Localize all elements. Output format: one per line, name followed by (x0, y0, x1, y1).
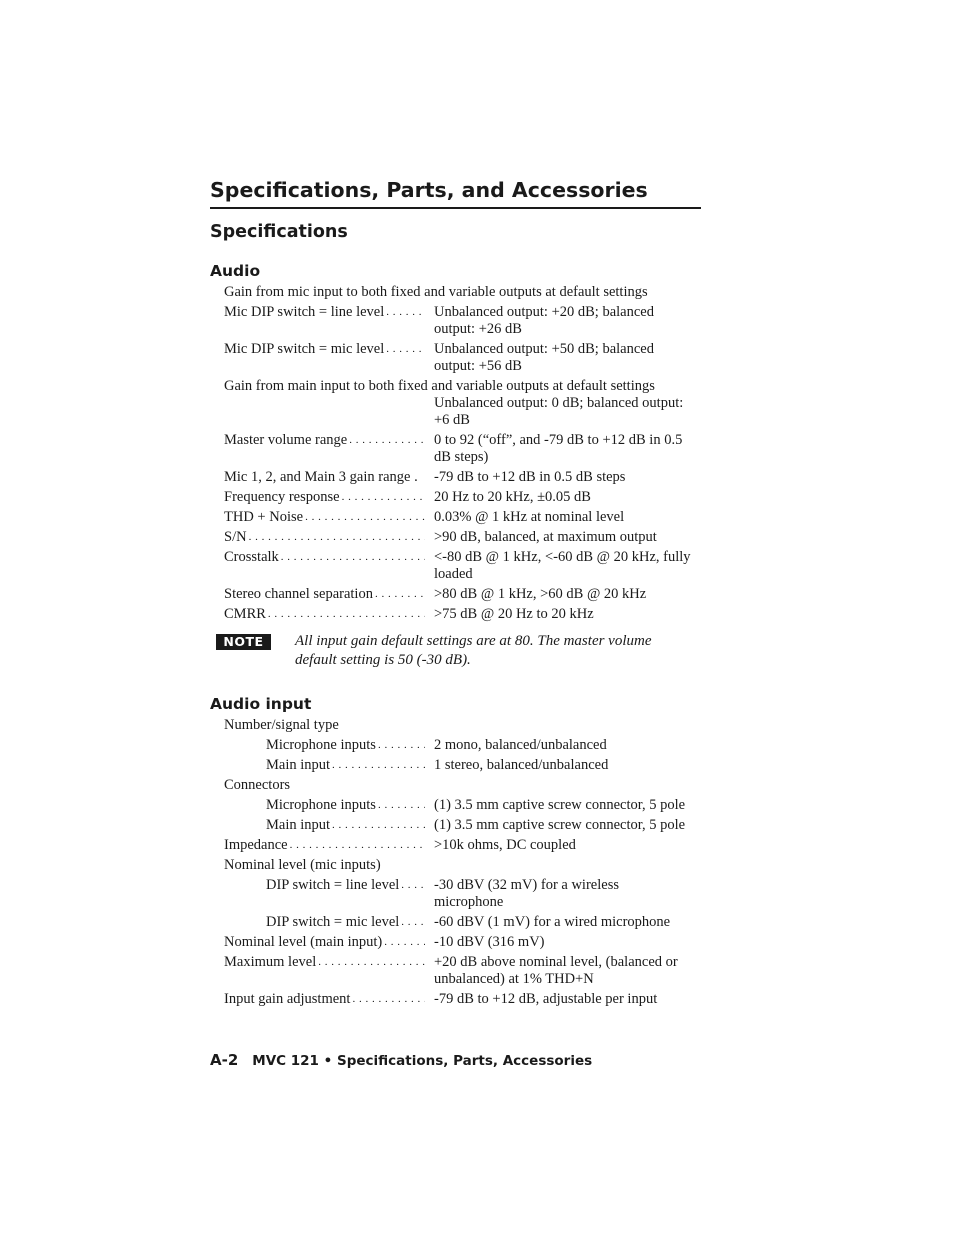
spec-row (224, 934, 704, 951)
spec-value: 0 to 92 (“off”, and -79 dB to +12 dB in 0.5 (434, 432, 683, 448)
spec-label-text: S/N (224, 529, 247, 545)
dot-leader (288, 837, 425, 854)
spec-label (224, 509, 425, 526)
spec-value: >90 dB, balanced, at maximum output (434, 529, 657, 545)
footer-page-number: A-2 (210, 1051, 239, 1069)
spec-value: 0.03% @ 1 kHz at nominal level (434, 509, 625, 525)
page-footer (210, 1051, 592, 1070)
dot-leader (316, 954, 425, 971)
spec-label-text: Main input (266, 757, 331, 773)
audio-spec-list (224, 284, 704, 626)
spec-value-continuation: Unbalanced output: 0 dB; balanced output: (434, 395, 684, 411)
spec-row (224, 954, 704, 971)
dot-leader (376, 737, 425, 754)
dot-leader (340, 489, 425, 506)
dot-leader (384, 341, 425, 358)
spec-value: >75 dB @ 20 Hz to 20 kHz (434, 606, 594, 622)
dot-leader (330, 817, 425, 834)
spec-label (224, 934, 425, 951)
spec-label-text: Mic 1, 2, and Main 3 gain range . (224, 469, 418, 485)
spec-label-text: Mic DIP switch = line level (224, 304, 385, 320)
spec-value: (1) 3.5 mm captive screw connector, 5 pole (434, 797, 686, 813)
spec-label-text: DIP switch = mic level (266, 914, 400, 930)
spec-label (224, 837, 425, 854)
spec-value-continuation: microphone (434, 894, 504, 910)
spec-label (224, 797, 425, 814)
spec-value-continuation: output: +56 dB (434, 358, 522, 374)
spec-group-heading: Number/signal type (224, 717, 339, 733)
spec-group-heading: Nominal level (mic inputs) (224, 857, 381, 873)
spec-label (224, 586, 425, 603)
spec-row (224, 877, 704, 894)
spec-label (224, 877, 425, 894)
spec-label (224, 341, 425, 358)
spec-row (224, 469, 704, 486)
audio-heading: Audio (210, 262, 261, 280)
spec-value-continuation: +6 dB (434, 412, 470, 428)
dot-leader (373, 586, 425, 603)
section-title: Specifications (210, 222, 348, 242)
spec-label (224, 549, 425, 566)
chapter-title: Specifications, Parts, and Accessories (210, 178, 648, 202)
dot-leader (330, 757, 425, 774)
spec-row (224, 341, 704, 358)
dot-leader (303, 509, 425, 526)
dot-leader (279, 549, 425, 566)
dot-leader (266, 606, 425, 623)
spec-row (224, 586, 704, 603)
spec-value: -79 dB to +12 dB in 0.5 dB steps (434, 469, 626, 485)
dot-leader (399, 914, 425, 931)
footer-running-title: MVC 121 • Specifications, Parts, Accessories (252, 1053, 593, 1069)
spec-label-text: CMRR (224, 606, 266, 622)
spec-row (224, 489, 704, 506)
dot-leader (376, 797, 425, 814)
dot-leader (350, 991, 425, 1008)
chapter-title-rule (210, 207, 701, 209)
spec-label (224, 489, 425, 506)
note-badge: NOTE (216, 634, 271, 650)
spec-row (224, 509, 704, 526)
spec-row (224, 549, 704, 566)
spec-label (224, 529, 425, 546)
spec-value: 1 stereo, balanced/unbalanced (434, 757, 609, 773)
spec-row (224, 757, 704, 774)
spec-label-text: THD + Noise (224, 509, 304, 525)
spec-value: -10 dBV (316 mV) (434, 934, 545, 950)
spec-value: >10k ohms, DC coupled (434, 837, 576, 853)
audio-input-heading: Audio input (210, 695, 312, 713)
spec-label-text: Microphone inputs (266, 737, 376, 753)
spec-value-continuation: output: +26 dB (434, 321, 522, 337)
spec-group-heading: Gain from main input to both fixed and variable outputs at default settings (224, 378, 655, 394)
spec-label (224, 757, 425, 774)
spec-value: <-80 dB @ 1 kHz, <-60 dB @ 20 kHz, fully (434, 549, 691, 565)
spec-row (224, 817, 704, 834)
spec-value: Unbalanced output: +20 dB; balanced (434, 304, 654, 320)
spec-label (224, 737, 425, 754)
spec-row (224, 914, 704, 931)
spec-row (224, 606, 704, 623)
spec-row (224, 991, 704, 1008)
spec-group-heading: Gain from mic input to both fixed and variable outputs at default settings (224, 284, 648, 300)
spec-label-text: Main input (266, 817, 331, 833)
dot-leader (247, 529, 425, 546)
spec-label-text: Microphone inputs (266, 797, 376, 813)
spec-value: -79 dB to +12 dB, adjustable per input (434, 991, 658, 1007)
spec-label (224, 432, 425, 449)
spec-row (224, 529, 704, 546)
spec-value: 2 mono, balanced/unbalanced (434, 737, 607, 753)
spec-label (224, 954, 425, 971)
spec-value: Unbalanced output: +50 dB; balanced (434, 341, 654, 357)
spec-label (224, 469, 425, 486)
dot-leader (382, 934, 425, 951)
dot-leader (347, 432, 425, 449)
spec-value-continuation: dB steps) (434, 449, 489, 465)
spec-label-text: Frequency response (224, 489, 340, 505)
note-text: All input gain default settings are at 80. The master volume default setting is 50 (-30 dB). (295, 633, 652, 668)
spec-label-text: DIP switch = line level (266, 877, 400, 893)
spec-row (224, 304, 704, 321)
spec-value: +20 dB above nominal level, (balanced or (434, 954, 678, 970)
spec-label-text: Nominal level (main input) (224, 934, 383, 950)
dot-leader (399, 877, 425, 894)
spec-label-text: Stereo channel separation (224, 586, 373, 602)
spec-label-text: Crosstalk (224, 549, 279, 565)
spec-label-text: Maximum level (224, 954, 317, 970)
dot-leader (384, 304, 425, 321)
spec-label (224, 304, 425, 321)
spec-value: 20 Hz to 20 kHz, ±0.05 dB (434, 489, 591, 505)
spec-value: >80 dB @ 1 kHz, >60 dB @ 20 kHz (434, 586, 647, 602)
spec-label (224, 606, 425, 623)
spec-label-text: Master volume range (224, 432, 348, 448)
spec-label (224, 991, 425, 1008)
spec-label (224, 817, 425, 834)
spec-value: -60 dBV (1 mV) for a wired microphone (434, 914, 671, 930)
spec-label-text: Impedance (224, 837, 288, 853)
spec-row (224, 837, 704, 854)
spec-value: (1) 3.5 mm captive screw connector, 5 pole (434, 817, 686, 833)
spec-label-text: Mic DIP switch = mic level (224, 341, 385, 357)
spec-row (224, 797, 704, 814)
spec-value-continuation: unbalanced) at 1% THD+N (434, 971, 594, 987)
spec-label-text: Input gain adjustment (224, 991, 351, 1007)
spec-group-heading: Connectors (224, 777, 291, 793)
spec-label (224, 914, 425, 931)
spec-value: -30 dBV (32 mV) for a wireless (434, 877, 619, 893)
spec-row (224, 432, 704, 449)
spec-value-continuation: loaded (434, 566, 473, 582)
audio-input-spec-list (224, 717, 704, 1011)
spec-row (224, 737, 704, 754)
